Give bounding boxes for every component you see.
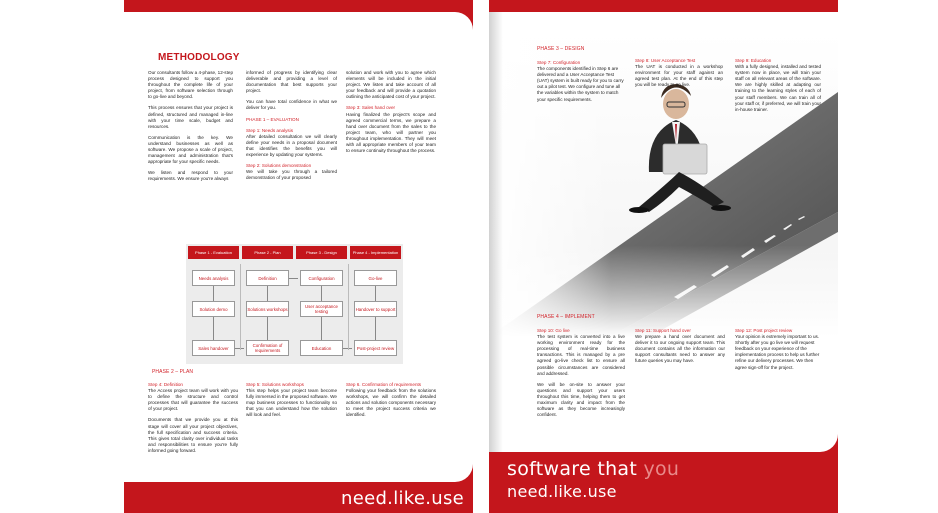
right-tagline	[507, 458, 679, 480]
step11-heading: Step 11: Support hand over	[635, 328, 691, 333]
flowchart-connector	[321, 286, 322, 301]
step5-text: This step helps your project team become fully immersed in the proposed software. We map business processes to functionality so that you can understand how the solution will look and feel.	[246, 388, 337, 418]
flowchart-connector	[267, 317, 268, 340]
flowchart-connector	[321, 317, 322, 340]
flowchart-header: Phase 4 - Implementation	[350, 246, 401, 259]
col3-paragraph: solution and work with you to agree which elements will be included in the initial project. We listen and take account of all your feedback and will provide a quotation outlining the anticipated cost of your project.	[346, 70, 436, 100]
step4-block	[148, 382, 238, 454]
col1-paragraph: Communication is the key. We understand businesses as well as software. We propose a scale of project, management and administration that's appropriate for your specific needs.	[148, 134, 233, 165]
step2-heading: Step 2: Solutions demonstration	[246, 163, 312, 169]
step11-block	[635, 328, 725, 365]
flowchart-connector	[288, 278, 298, 279]
step6-text: Following your feedback from the solutions workshops, we will confirm the detailed actions and solution components necessary to meet the project success criteria we identified.	[346, 388, 436, 418]
flowchart-connector	[234, 348, 244, 349]
left-page	[124, 0, 473, 513]
flowchart-header: Phase 2 - Plan	[242, 246, 293, 259]
right-page	[489, 0, 838, 513]
step7-text: The components identified in Step 6 are delivered and a User Acceptance Test (UAT) system is built ready for you to carry out a pilot test. We configure and tune all the variables within the system to match your specific requirements.	[537, 66, 624, 102]
step2-text: We will take you through a tailored demonstration of your proposed	[246, 169, 337, 181]
step3-text: Having finalized the project's scope and agreed commercial terms, we prepare a hand over document from the sales to the project team, who will partner you throughout implementation. They will meet with all appropriate members of your team to ensure continuity throughout the process.	[346, 111, 436, 154]
flowchart-box: User acceptance testing	[300, 301, 343, 317]
step9-heading: Step 9: Education	[735, 58, 772, 63]
step1-heading: Step 1: Needs analysis	[246, 127, 293, 133]
step6-block	[346, 382, 436, 419]
process-flowchart	[186, 244, 403, 364]
step10-text: The test system is converted into a live working environment ready for the processing of real-time business transactions. This is managed by a pre agreed go-live check list to ensure all possible circumstances are considered and addressed.	[537, 334, 625, 376]
flowchart-box: Definition	[246, 270, 289, 286]
step4-text: The Access project team will work with you to define the structure and control processes that will guarantee the success of your project.	[148, 388, 238, 412]
phase4-heading: PHASE 4 – IMPLEMENT	[537, 314, 595, 320]
step12-heading: Step 12: Post project review	[735, 328, 793, 333]
step8-text: The UAT is conducted in a workshop environment for your staff against an agreed test plan. At the end of this step you will be ready to go live.	[635, 64, 723, 88]
flowchart-connector	[213, 317, 214, 340]
col1-paragraph: We listen and respond to your requirements. We ensure you're always	[148, 170, 233, 182]
step7-block	[537, 60, 625, 103]
flowchart-box: Confirmation of requirements	[246, 340, 289, 356]
step12-block	[735, 328, 821, 371]
col1-paragraph: This process ensures that your project is defined, structured and managed in-line with your time scale, budget and resources.	[148, 105, 233, 129]
flowchart-box: Solution demo	[192, 301, 235, 317]
step8-block	[635, 58, 723, 88]
step10-block	[537, 328, 625, 418]
tagline-fade-word: you	[643, 458, 680, 480]
step8-heading: Step 8: User Acceptance Test	[635, 58, 696, 63]
step10-text-2: We will be on-site to answer your questions and support your users throughout this time, helping them to get maximum clarity and impact from the software as they become increasingly confident.	[537, 381, 625, 418]
col2-text	[246, 70, 337, 181]
step9-block	[735, 58, 821, 113]
flowchart-box: Post-project review	[354, 340, 397, 356]
flowchart-connector	[348, 264, 349, 350]
step5-block	[246, 382, 337, 419]
right-page-sheet	[489, 12, 838, 452]
step3-heading: Step 3: Sales hand over	[346, 105, 396, 111]
flowchart-connector	[342, 348, 352, 349]
flowchart-box: Configuration	[300, 270, 343, 286]
phase2-heading: PHASE 2 – PLAN	[152, 369, 194, 375]
left-footer-tagline: need.like.use	[341, 488, 465, 509]
col1-paragraph: Our consultants follow a 4-phase, 12-step process designed to support you throughout the complete life of your project, from software selection through to go-live and beyond.	[148, 70, 233, 100]
flowchart-header: Phase 1 - Evaluation	[188, 246, 239, 259]
left-page-sheet	[124, 12, 473, 482]
col2-paragraph: You can have total confidence in what we deliver for you.	[246, 99, 337, 111]
flowchart-box: Solutions workshops	[246, 301, 289, 317]
step6-heading: Step 6. Confirmation of requirements	[346, 382, 422, 387]
step10-heading: Step 10: Go live	[537, 328, 570, 333]
page-title: METHODOLOGY	[158, 52, 240, 63]
step12-text: Your opinion is extremely important to us. Shortly after you go live we will request feedback on your experience of the implementation process to help us further refine our delivery processes. We then agree sign-off for the project.	[735, 334, 820, 370]
flowchart-connector	[375, 286, 376, 301]
page-fold-shadow	[489, 12, 503, 452]
step4-heading: Step 4: Definition	[148, 382, 183, 387]
tagline-main: software that	[507, 458, 638, 480]
col2-paragraph: informed of progress by identifying clear deliverable and providing a level of documentation that best supports your project.	[246, 70, 337, 94]
step7-heading: Step 7: Configuration	[537, 60, 581, 65]
step1-text: After detailed consultation we will clearly define your needs in a proposal document that identifies the benefits you will experience by updating your systems.	[246, 133, 337, 158]
flowchart-box: Go-live	[354, 270, 397, 286]
col3-text	[346, 70, 436, 154]
col1-text	[148, 70, 233, 188]
flowchart-connector	[375, 317, 376, 340]
flowchart-box: Sales handover	[192, 340, 235, 356]
flowchart-connector	[240, 264, 241, 350]
phase3-heading: PHASE 3 – DESIGN	[537, 46, 585, 52]
step5-heading: Step 5: Solutions workshops	[246, 382, 304, 387]
step9-text: With a fully designed, installed and tested system now in place, we will train your staff on all relevant areas of the software. We are highly skilled at adapting our training to the learning styles of each of your staff members. We can train all of your staff or, if preferred, we will train your in-house trainer.	[735, 64, 821, 112]
step4-text-2: Documents that we provide you at this stage will cover all your project objectives, the full specification and success criteria. This gives total clarity over individual tasks and responsibilities to ensure you're fully informed going forward.	[148, 417, 238, 453]
flowchart-box: Handover to support	[354, 301, 397, 317]
phase1-heading: PHASE 1 – EVALUATION	[246, 116, 299, 122]
flowchart-box: Education	[300, 340, 343, 356]
flowchart-connector	[267, 286, 268, 301]
flowchart-box: Needs analysis	[192, 270, 235, 286]
flowchart-header: Phase 3 - Design	[296, 246, 347, 259]
step11-text: We prepare a hand over document and deliver it to our ongoing support team. This document contains all the information our support consultants need to answer any future queries you may have.	[635, 334, 725, 364]
right-tagline-line2: need.like.use	[507, 482, 617, 501]
flowchart-connector	[213, 286, 214, 301]
